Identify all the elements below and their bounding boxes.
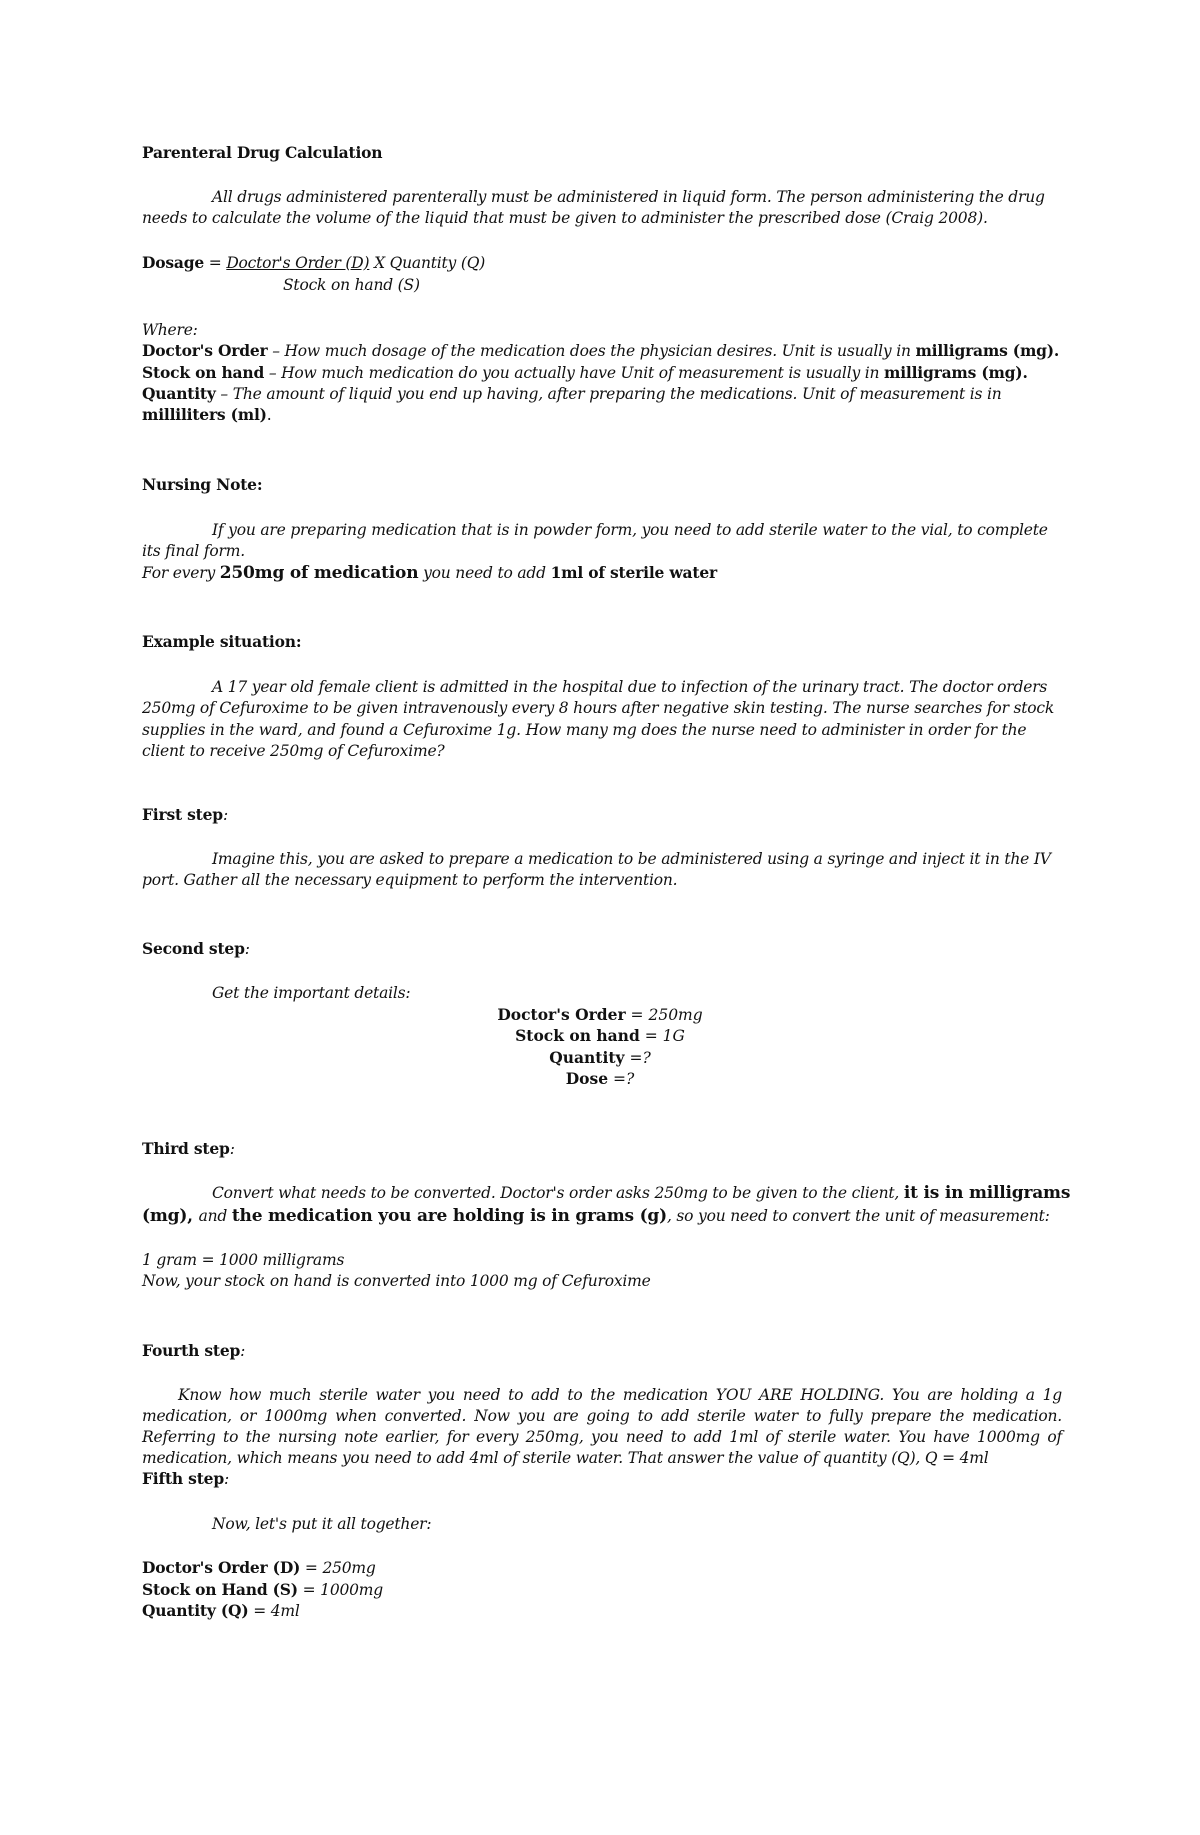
definition-quantity <box>142 384 1002 404</box>
third-step-conversion: 1 gram = 1000 milligrams <box>142 1251 345 1269</box>
fifth-step-colon: : <box>223 1470 230 1488</box>
third-step-heading <box>142 1139 235 1159</box>
detail-dose-value: =? <box>608 1070 635 1088</box>
summary-quantity-label: Quantity (Q) <box>142 1601 249 1620</box>
definition-doctor-order <box>142 341 1059 361</box>
detail-doctor-order-value: = 250mg <box>625 1006 703 1024</box>
nursing-note-emphasis-water: 1ml of sterile water <box>550 563 717 582</box>
quantity-definition: – The amount of liquid you end up having, after preparing the medications. Unit of measurement is in <box>215 385 1002 403</box>
third-step-emphasis-mg: (mg), <box>142 1206 199 1226</box>
detail-quantity-value: =? <box>624 1049 651 1067</box>
detail-dose <box>0 1069 1200 1089</box>
summary-doctor-order <box>142 1558 376 1578</box>
summary-doctor-order-label: Doctor's Order (D) <box>142 1558 301 1577</box>
fourth-step-line-2: medication, or 1000mg when converted. Now you are going to add sterile water to fully prepare the medication. <box>142 1407 1062 1425</box>
detail-doctor-order <box>0 1005 1200 1025</box>
third-step-line-2 <box>142 1206 1050 1226</box>
page-title: Parenteral Drug Calculation <box>142 143 383 162</box>
definition-quantity-unit <box>142 405 272 425</box>
doctor-order-term: Doctor's Order <box>142 341 268 360</box>
detail-quantity-label: Quantity <box>549 1048 625 1067</box>
detail-stock-on-hand <box>0 1026 1200 1046</box>
summary-stock-on-hand <box>142 1580 383 1600</box>
third-step-converted-stock: Now, your stock on hand is converted into 1000 mg of Cefuroxime <box>142 1272 651 1290</box>
third-step-emphasis-grams: the medication you are holding is in grams (g) <box>231 1206 667 1226</box>
detail-dose-label: Dose <box>565 1069 609 1088</box>
detail-stock-on-hand-label: Stock on hand <box>515 1026 640 1045</box>
fourth-step-label: Fourth step <box>142 1341 241 1360</box>
fourth-step-line-3: Referring to the nursing note earlier, for every 250mg, you need to add 1ml of sterile water. You have 1000mg of <box>142 1428 1062 1446</box>
fourth-step-heading <box>142 1341 245 1361</box>
third-step-label: Third step <box>142 1139 230 1158</box>
quantity-term: Quantity <box>142 384 216 403</box>
detail-quantity <box>0 1048 1200 1068</box>
first-step-label: First step <box>142 805 223 824</box>
nursing-note-text-c: you need to add <box>418 564 551 582</box>
formula-label: Dosage <box>142 253 205 272</box>
nursing-note-heading: Nursing Note: <box>142 475 263 494</box>
second-step-colon: : <box>244 940 250 958</box>
stock-on-hand-term: Stock on hand <box>142 363 265 382</box>
detail-doctor-order-label: Doctor's Order <box>497 1005 626 1024</box>
summary-quantity <box>142 1601 300 1621</box>
fifth-step-label: Fifth step <box>142 1469 224 1488</box>
nursing-note-emphasis-dose: 250mg of medication <box>219 563 419 583</box>
example-line-1: A 17 year old female client is admitted in the hospital due to infection of the urinary tract. The doctor orders <box>212 678 1048 696</box>
third-step-text-d: , so you need to convert the unit of measurement: <box>666 1207 1050 1225</box>
formula-numerator: Doctor's Order (D) <box>226 254 370 272</box>
doctor-order-definition: – How much dosage of the medication does the physician desires. Unit is usually in <box>267 342 916 360</box>
first-step-heading <box>142 805 228 825</box>
fifth-step-heading <box>142 1469 229 1489</box>
summary-stock-on-hand-label: Stock on Hand (S) <box>142 1580 298 1599</box>
quantity-unit: milliliters (ml) <box>142 405 267 424</box>
stock-on-hand-definition: – How much medication do you actually have Unit of measurement is usually in <box>264 364 885 382</box>
summary-doctor-order-value: = 250mg <box>300 1559 376 1577</box>
fifth-step-intro: Now, let's put it all together: <box>212 1515 432 1533</box>
fourth-step-colon: : <box>240 1342 246 1360</box>
intro-line-2: needs to calculate the volume of the liquid that must be given to administer the prescribed dose (Craig 2008). <box>142 209 988 227</box>
example-heading: Example situation: <box>142 632 302 651</box>
intro-line-1: All drugs administered parenterally must be administered in liquid form. The person administering the drug <box>212 188 1045 206</box>
second-step-intro: Get the important details: <box>212 984 411 1002</box>
doctor-order-unit: milligrams (mg). <box>915 341 1060 360</box>
third-step-text-a: Convert what needs to be converted. Doctor's order asks 250mg to be given to the client, <box>212 1184 904 1202</box>
summary-quantity-value: = 4ml <box>248 1602 300 1620</box>
nursing-note-line-1: If you are preparing medication that is in powder form, you need to add sterile water to the vial, to complete <box>212 521 1048 539</box>
third-step-emphasis-milligrams: it is in milligrams <box>903 1183 1071 1203</box>
third-step-text-and: and <box>198 1207 232 1225</box>
first-step-colon: : <box>222 806 228 824</box>
third-step-line-1 <box>212 1183 1070 1203</box>
first-step-line-1: Imagine this, you are asked to prepare a medication to be administered using a syringe and inject it in the IV <box>212 850 1051 868</box>
second-step-heading <box>142 939 250 959</box>
dosage-formula <box>142 253 485 273</box>
detail-stock-on-hand-value: = 1G <box>639 1027 685 1045</box>
summary-stock-on-hand-value: = 1000mg <box>297 1581 384 1599</box>
formula-denominator: Stock on hand (S) <box>283 276 420 294</box>
definition-stock-on-hand <box>142 363 1028 383</box>
where-label: Where: <box>142 321 198 339</box>
formula-times-quantity: X Quantity (Q) <box>369 254 486 272</box>
quantity-unit-period: . <box>266 406 272 424</box>
second-step-label: Second step <box>142 939 245 958</box>
example-line-3: supplies in the ward, and found a Cefuroxime 1g. How many mg does the nurse need to administer in order for the <box>142 721 1027 739</box>
fourth-step-line-4: medication, which means you need to add 4ml of sterile water. That answer the value of quantity (Q), Q = 4ml <box>142 1449 989 1467</box>
first-step-line-2: port. Gather all the necessary equipment to perform the intervention. <box>142 871 678 889</box>
stock-on-hand-unit: milligrams (mg). <box>884 363 1028 382</box>
third-step-colon: : <box>229 1140 235 1158</box>
fourth-step-line-1: Know how much sterile water you need to add to the medication YOU ARE HOLDING. You are holding a 1g <box>178 1386 1062 1404</box>
example-line-4: client to receive 250mg of Cefuroxime? <box>142 742 445 760</box>
example-line-2: 250mg of Cefuroxime to be given intravenously every 8 hours after negative skin testing. The nurse searches for stock <box>142 699 1055 717</box>
formula-equals: = <box>204 254 227 272</box>
nursing-note-text-a: For every <box>142 564 220 582</box>
nursing-note-line-2: its final form. <box>142 542 245 560</box>
nursing-note-line-3 <box>142 563 717 583</box>
